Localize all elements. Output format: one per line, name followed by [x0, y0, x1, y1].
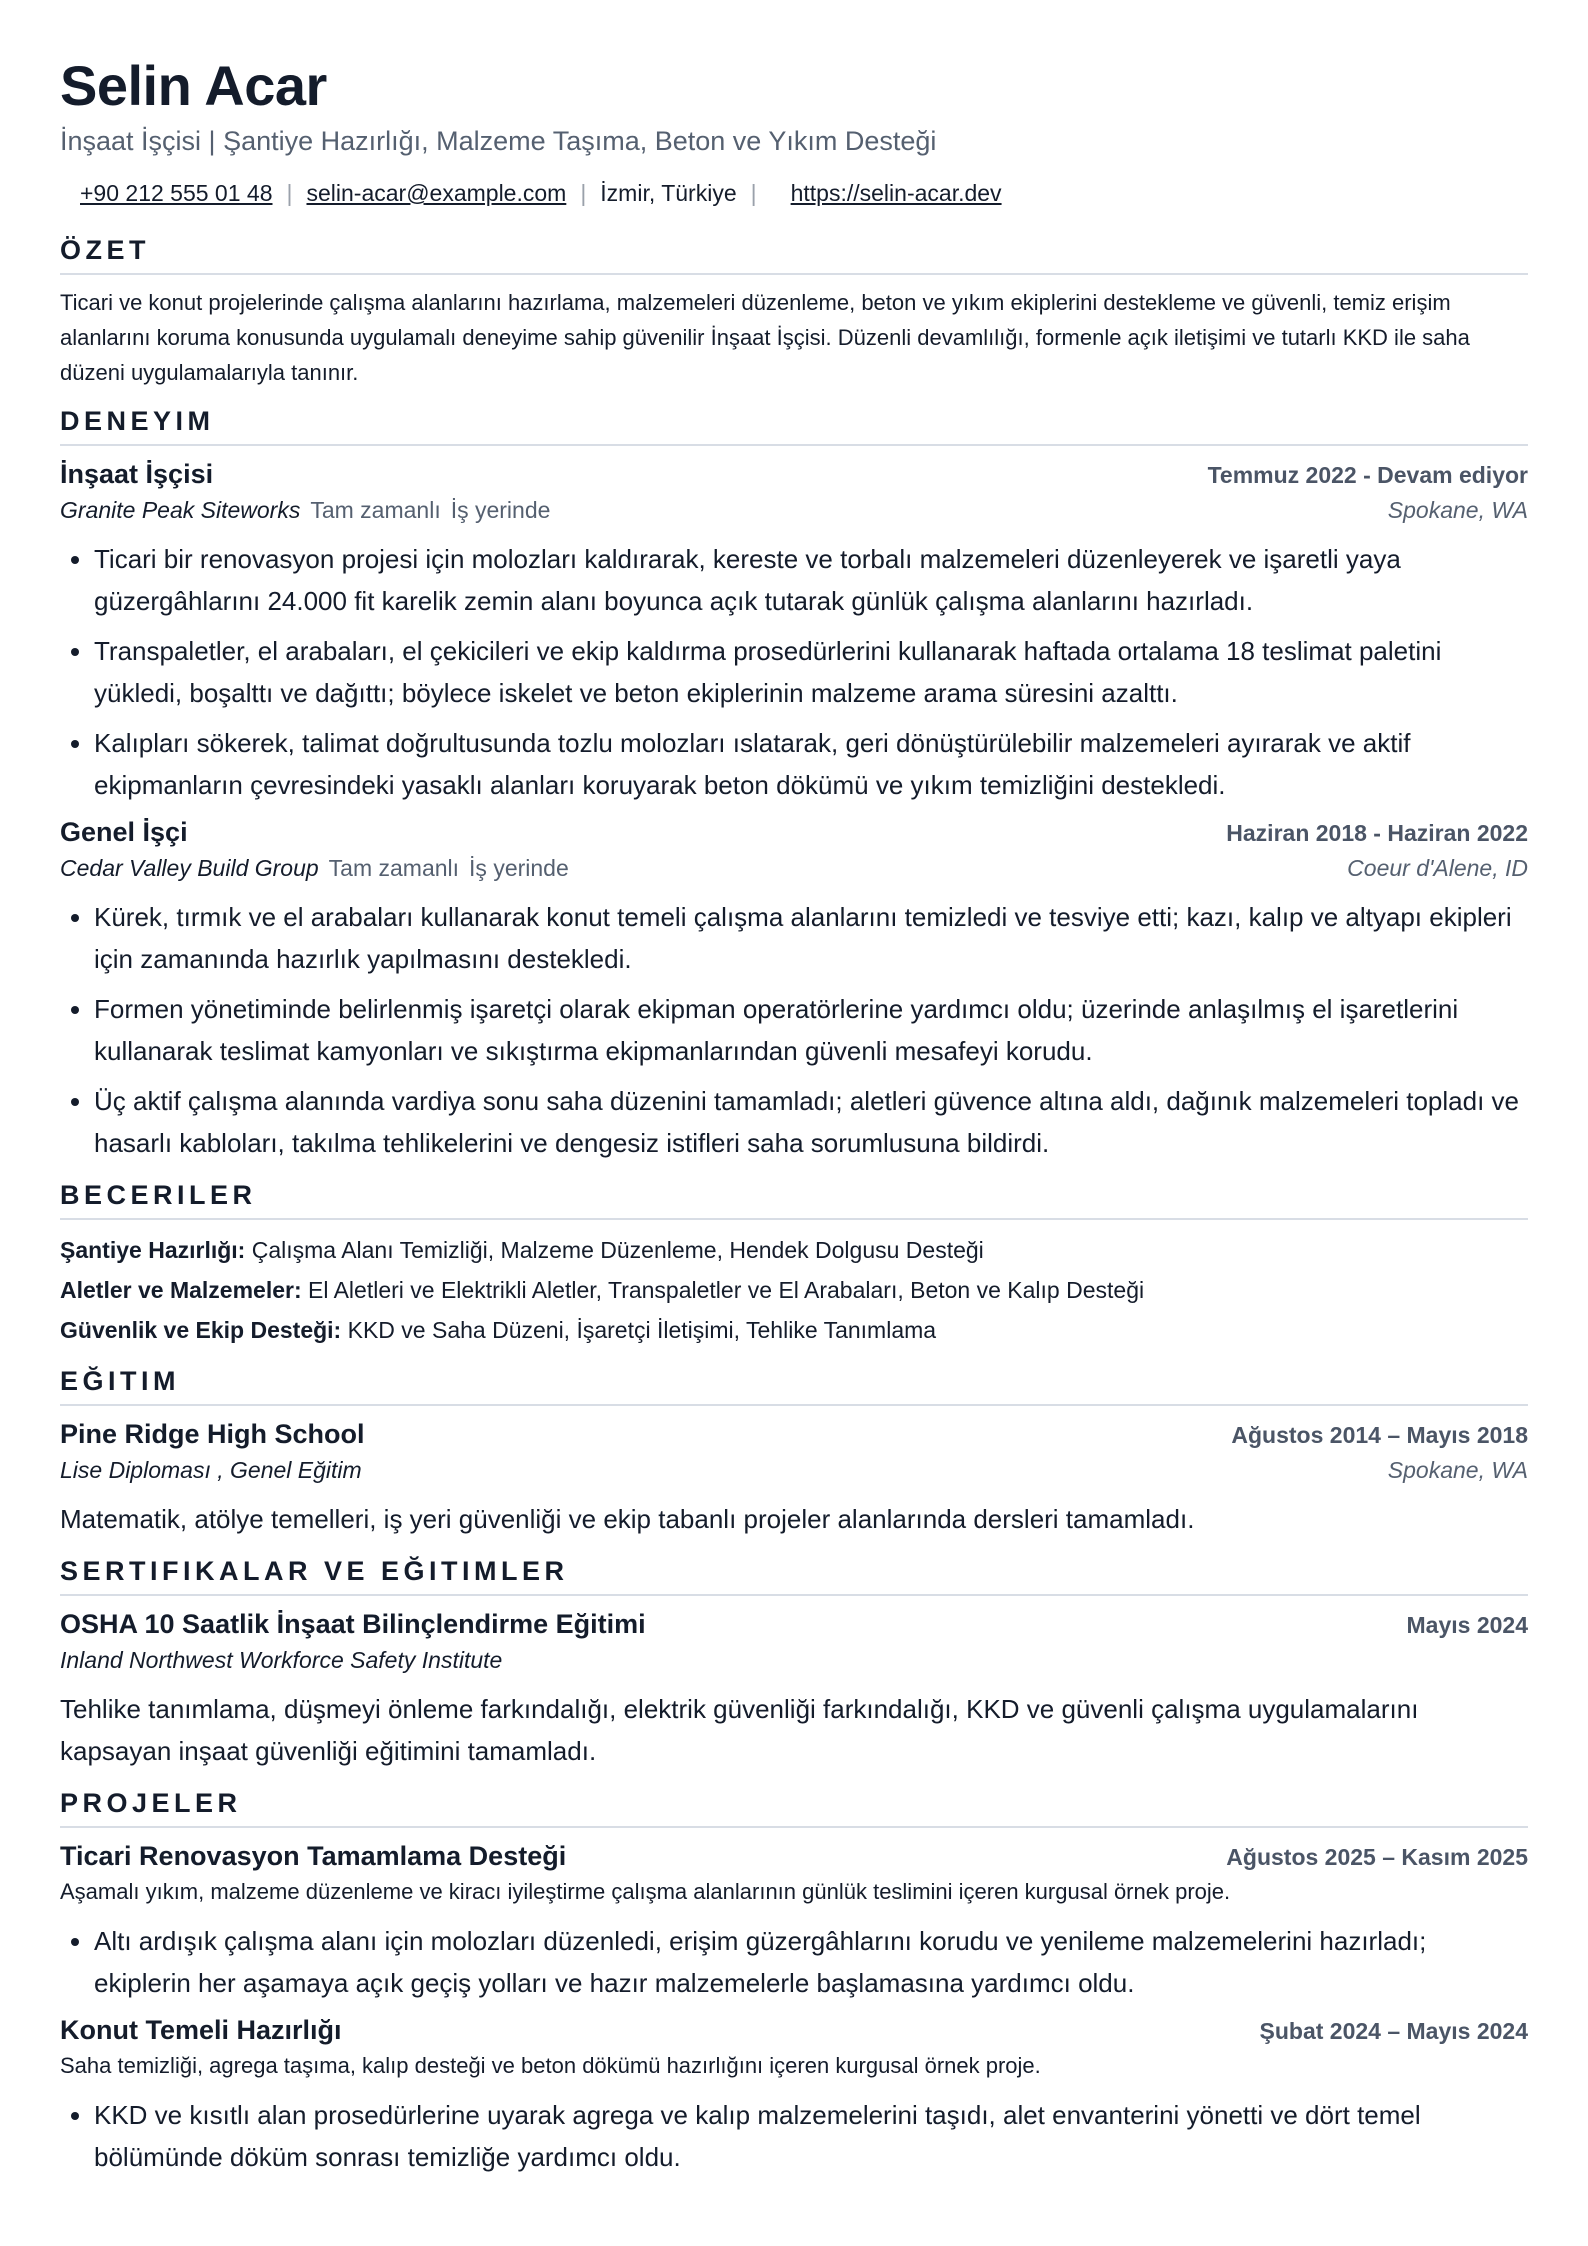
skills-section [60, 1178, 1528, 1350]
candidate-name: Selin Acar [60, 54, 327, 117]
certifications-section [60, 1554, 1528, 1772]
project-description: Aşamalı yıkım, malzeme düzenleme ve kiracı iyileştirme çalışma alanlarının günlük teslimini içeren kurgusal örnek proje. [60, 1879, 1231, 1904]
project-entry [60, 1838, 1528, 2004]
skill-value: Çalışma Alanı Temizliği, Malzeme Düzenleme, Hendek Dolgusu Desteği [251, 1237, 984, 1263]
section-title-projects: PROJELER [60, 1786, 1528, 1828]
job-location: Coeur d'Alene, ID [1347, 855, 1528, 881]
project-description: Saha temizliği, agrega taşıma, kalıp desteği ve beton dökümü hazırlığını içeren kurgusal örnek proje. [60, 2053, 1041, 2078]
skill-line [60, 1270, 1528, 1310]
skill-value: KKD ve Saha Düzeni, İşaretçi İletişimi, Tehlike Tanımlama [347, 1317, 937, 1343]
headline: İnşaat İşçisi | Şantiye Hazırlığı, Malzeme Taşıma, Beton ve Yıkım Desteği [60, 126, 937, 156]
section-title-summary: ÖZET [60, 233, 1528, 275]
education-dates: Ağustos 2014 – Mayıs 2018 [1231, 1422, 1528, 1448]
skill-line [60, 1230, 1528, 1270]
skill-line [60, 1310, 1528, 1350]
project-entry [60, 2012, 1528, 2178]
skill-label: Güvenlik ve Ekip Desteği: [60, 1317, 342, 1343]
skill-label: Şantiye Hazırlığı: [60, 1237, 246, 1263]
company-name: Granite Peak Siteworks [60, 497, 301, 523]
certification-description: Tehlike tanımlama, düşmeyi önleme farkındalığı, elektrik güvenliği farkındalığı, KKD ve güvenli çalışma uygulamalarını kapsayan inşaat güvenliği eğitimini tamamladı. [60, 1694, 1419, 1766]
job-dates: Haziran 2018 - Haziran 2022 [1226, 820, 1528, 846]
certification-name: OSHA 10 Saatlik İnşaat Bilinçlendirme Eğitimi [60, 1609, 646, 1639]
company-name: Cedar Valley Build Group [60, 855, 319, 881]
projects-section [60, 1786, 1528, 2178]
work-mode: İş yerinde [469, 855, 569, 881]
bullet-item: • Kürek, tırmık ve el arabaları kullanarak konut temeli çalışma alanlarını temizledi ve tesviye etti; kazı, kalıp ve altyapı ekipleri için zamanında hazırlık yapılmasını destekledi. [94, 896, 1528, 980]
work-mode: İş yerinde [450, 497, 551, 523]
bullet-item: • Kalıpları sökerek, talimat doğrultusunda tozlu molozları ıslatarak, geri dönüştürülebilir malzemeleri ayırarak ve aktif ekipmanların çevresindeki yasaklı alanları koruyarak beton dökümü ve yıkım temizliğini destekledi. [94, 722, 1528, 806]
project-name: Konut Temeli Hazırlığı [60, 2015, 342, 2045]
job-location: Spokane, WA [1387, 497, 1528, 523]
education-section [60, 1364, 1528, 1540]
separator: | [580, 180, 587, 206]
summary-section [60, 233, 1528, 390]
job-title: İnşaat İşçisi [60, 459, 214, 489]
skill-value: El Aletleri ve Elektrikli Aletler, Transpaletler ve El Arabaları, Beton ve Kalıp Desteği [308, 1277, 1145, 1303]
employment-type: Tam zamanlı [310, 497, 441, 523]
contact-bar [60, 180, 1528, 207]
skill-label: Aletler ve Malzemeler: [60, 1277, 302, 1303]
section-title-skills: BECERILER [60, 1178, 1528, 1220]
job-title: Genel İşçi [60, 817, 188, 847]
phone-link[interactable]: +90 212 555 01 48 [80, 180, 273, 206]
project-name: Ticari Renovasyon Tamamlama Desteği [60, 1841, 567, 1871]
school-name: Pine Ridge High School [60, 1419, 365, 1449]
education-entry [60, 1416, 1528, 1540]
section-title-experience: DENEYIM [60, 404, 1528, 446]
separator: | [286, 180, 293, 206]
separator: | [750, 180, 757, 206]
job-entry [60, 456, 1528, 806]
bullet-item: • Transpaletler, el arabaları, el çekicileri ve ekip kaldırma prosedürlerini kullanarak haftada ortalama 18 teslimat paletini yükledi, boşalttı ve dağıttı; böylece iskelet ve beton ekiplerinin malzeme arama süresini azalttı. [94, 630, 1528, 714]
summary-text: Ticari ve konut projelerinde çalışma alanlarını hazırlama, malzemeleri düzenleme, beton ve yıkım ekiplerini destekleme ve güvenli, temiz erişim alanlarını koruma konusunda uygulamalı deneyime sahip güvenilir İnşaat İşçisi. Düzenli devamlılığı, formenle açık iletişimi ve tutarlı KKD ile saha düzeni uygulamalarıyla tanınır. [60, 290, 1470, 385]
project-dates: Şubat 2024 – Mayıs 2024 [1259, 2018, 1528, 2044]
project-dates: Ağustos 2025 – Kasım 2025 [1226, 1844, 1528, 1870]
degree: Lise Diploması , Genel Eğitim [60, 1457, 362, 1483]
certification-date: Mayıs 2024 [1406, 1612, 1528, 1638]
education-description: Matematik, atölye temelleri, iş yeri güvenliği ve ekip tabanlı projeler alanlarında dersleri tamamladı. [60, 1504, 1195, 1534]
bullet-item: • Üç aktif çalışma alanında vardiya sonu saha düzenini tamamladı; aletleri güvence altına aldı, dağınık malzemeleri topladı ve hasarlı kabloları, takılma tehlikelerini ve dengesiz istifleri saha sorumlusuna bildirdi. [94, 1080, 1528, 1164]
location-text: İzmir, Türkiye [600, 180, 737, 206]
email-link[interactable]: selin-acar@example.com [306, 180, 567, 206]
section-title-certifications: SERTIFIKALAR VE EĞITIMLER [60, 1554, 1528, 1596]
experience-section [60, 404, 1528, 1164]
employment-type: Tam zamanlı [328, 855, 460, 881]
bullet-item: • Altı ardışık çalışma alanı için molozları düzenledi, erişim güzergâhlarını korudu ve yenileme malzemelerini hazırladı; ekiplerin her aşamaya açık geçiş yolları ve hazır malzemelerle başlamasına yardımcı oldu. [94, 1920, 1528, 2004]
job-dates: Temmuz 2022 - Devam ediyor [1207, 462, 1528, 488]
section-title-education: EĞITIM [60, 1364, 1528, 1406]
bullet-item: • KKD ve kısıtlı alan prosedürlerine uyarak agrega ve kalıp malzemelerini taşıdı, alet envanterini yönetti ve dört temel bölümünde döküm sonrası temizliğe yardımcı oldu. [94, 2094, 1528, 2178]
job-bullets [60, 896, 1528, 1164]
website-link[interactable]: https://selin-acar.dev [790, 180, 1002, 206]
certification-entry [60, 1606, 1528, 1772]
education-location: Spokane, WA [1387, 1457, 1528, 1483]
job-bullets [60, 538, 1528, 806]
job-entry [60, 814, 1528, 1164]
project-bullets [60, 1920, 1528, 2004]
certification-issuer: Inland Northwest Workforce Safety Institute [60, 1647, 503, 1673]
bullet-item: • Ticari bir renovasyon projesi için molozları kaldırarak, kereste ve torbalı malzemeleri düzenleyerek ve işaretli yaya güzergâhlarını 24.000 fit karelik zemin alanı boyunca açık tutarak günlük çalışma alanlarını hazırladı. [94, 538, 1528, 622]
bullet-item: • Formen yönetiminde belirlenmiş işaretçi olarak ekipman operatörlerine yardımcı oldu; üzerinde anlaşılmış el işaretlerini kullanarak teslimat kamyonları ve sıkıştırma ekipmanlarından güvenli mesafeyi korudu. [94, 988, 1528, 1072]
project-bullets [60, 2094, 1528, 2178]
